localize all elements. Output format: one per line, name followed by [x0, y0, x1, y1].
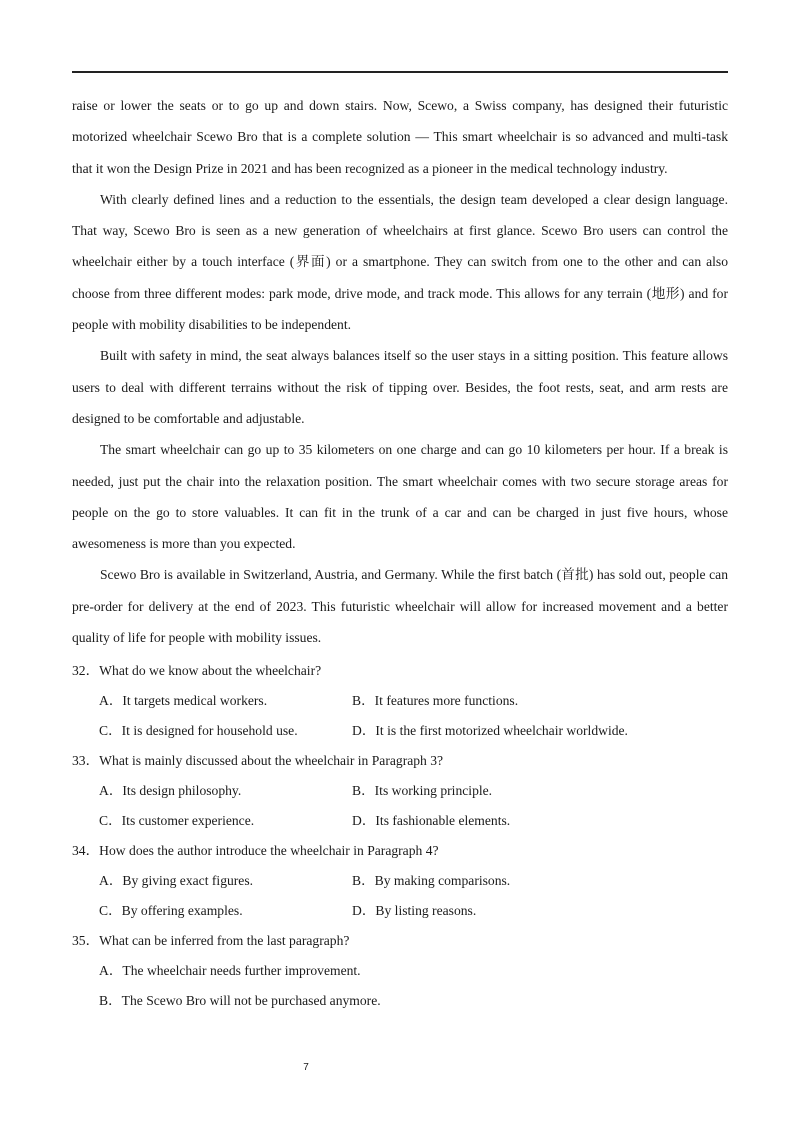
- option-row: [72, 716, 728, 746]
- option-c: C．By offering examples.: [99, 903, 243, 918]
- passage-paragraph-5: Scewo Bro is available in Switzerland, Austria, and Germany. While the first batch (首批) has sold out, people can pre-order for delivery at the end of 2023. This futuristic wheelchair will allow for increased movement and a better quality of life for people with mobility issues.: [72, 567, 728, 646]
- option-row: [72, 866, 728, 896]
- option-d: D．It is the first motorized wheelchair worldwide.: [352, 723, 628, 738]
- header-rule: [72, 71, 728, 73]
- question-stem: 32．What do we know about the wheelchair?: [72, 663, 322, 678]
- question-stem: 34．How does the author introduce the wheelchair in Paragraph 4?: [72, 843, 439, 858]
- option-b: B．Its working principle.: [352, 783, 493, 798]
- question-32: [72, 656, 728, 746]
- option-a: A．Its design philosophy.: [99, 783, 242, 798]
- passage-paragraph-2: With clearly defined lines and a reduction to the essentials, the design team developed a clear design language. That way, Scewo Bro is seen as a new generation of wheelchairs at first glance. Scewo Bro users can control the wheelchair either by a touch interface (界面) or a smartphone. They can switch from one to the other and can also choose from three different modes: park mode, drive mode, and track mode. This allows for any terrain (地形) and for people with mobility disabilities to be independent.: [72, 191, 728, 333]
- option-a: A．The wheelchair needs further improvement.: [99, 963, 361, 978]
- reading-passage: [72, 90, 728, 653]
- question-34: [72, 836, 728, 926]
- passage-paragraph-1: raise or lower the seats or to go up and down stairs. Now, Scewo, a Swiss company, has designed their futuristic motorized wheelchair Scewo Bro that is a complete solution — This smart wheelchair is so advanced and multi-task that it won the Design Prize in 2021 and has been recognized as a pioneer in the medical technology industry.: [72, 98, 728, 176]
- option-row: [72, 896, 728, 926]
- option-row: [72, 806, 728, 836]
- option-b: B．By making comparisons.: [352, 873, 511, 888]
- passage-paragraph-3: Built with safety in mind, the seat always balances itself so the user stays in a sitting position. This feature allows users to deal with different terrains without the risk of tipping over. Besides, the foot rests, seat, and arm rests are designed to be comfortable and adjustable.: [72, 348, 728, 426]
- option-d: D．By listing reasons.: [352, 903, 477, 918]
- question-stem: 35．What can be inferred from the last paragraph?: [72, 933, 350, 948]
- question-stem: 33．What is mainly discussed about the wheelchair in Paragraph 3?: [72, 753, 444, 768]
- option-b: B．It features more functions.: [352, 693, 519, 708]
- option-row: [72, 686, 728, 716]
- option-b: B．The Scewo Bro will not be purchased anymore.: [99, 993, 381, 1008]
- question-list: [72, 656, 728, 1016]
- option-c: C．It is designed for household use.: [99, 723, 298, 738]
- option-row: [72, 776, 728, 806]
- option-row: [72, 956, 728, 986]
- option-d: D．Its fashionable elements.: [352, 813, 511, 828]
- option-c: C．Its customer experience.: [99, 813, 255, 828]
- option-a: A．By giving exact figures.: [99, 873, 254, 888]
- question-33: [72, 746, 728, 836]
- question-35: [72, 926, 728, 1016]
- passage-paragraph-4: The smart wheelchair can go up to 35 kilometers on one charge and can go 10 kilometers per hour. If a break is needed, just put the chair into the relaxation position. The smart wheelchair comes with two secure storage areas for people on the go to store valuables. It can fit in the trunk of a car and can be charged in just five hours, whose awesomeness is more than you expected.: [72, 442, 728, 552]
- option-a: A．It targets medical workers.: [99, 693, 268, 708]
- option-row: [72, 986, 728, 1016]
- page-number: 7: [303, 1062, 309, 1073]
